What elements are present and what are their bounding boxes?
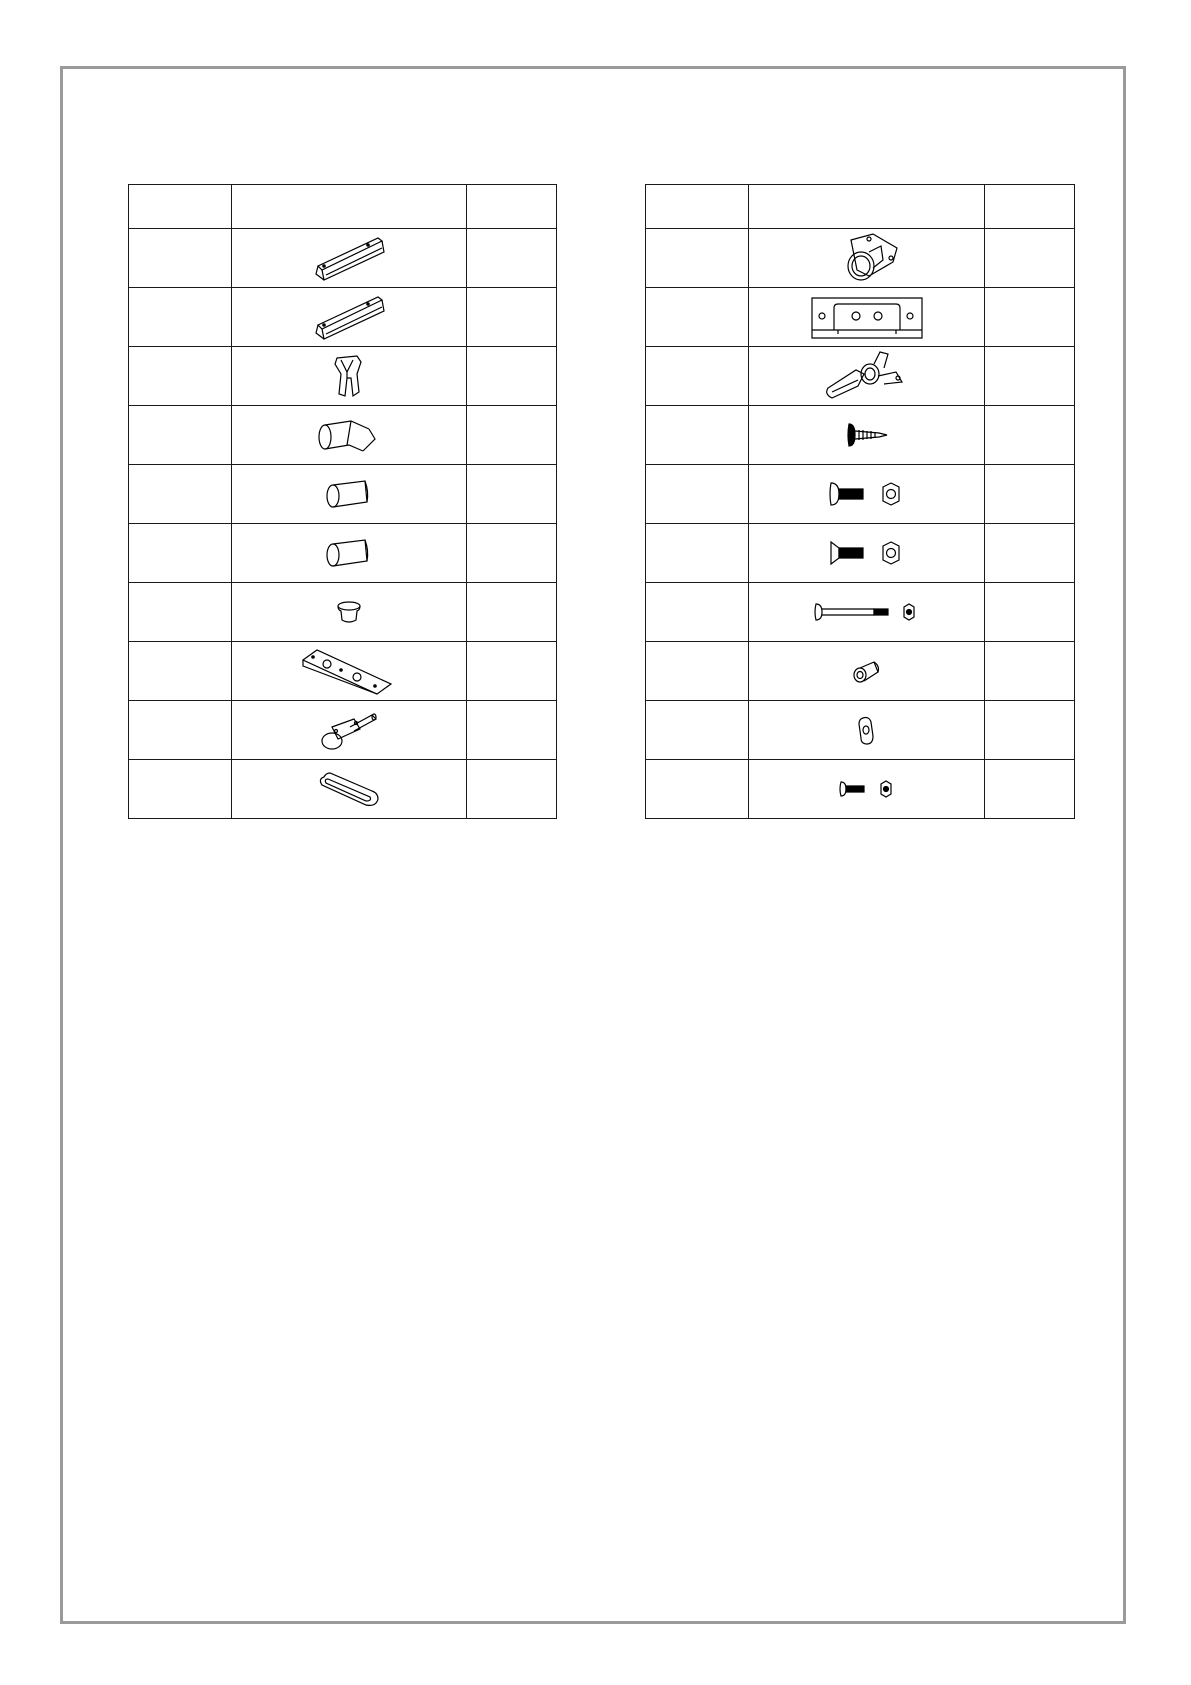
tapping-screw-icon — [845, 420, 889, 450]
clip-bracket-icon — [329, 352, 369, 400]
parts-table-left — [128, 184, 557, 819]
header-cell — [646, 185, 749, 229]
knob-pin-icon — [314, 705, 384, 755]
flange-connector-icon — [829, 232, 905, 284]
table-row — [646, 347, 1075, 406]
table-row — [646, 642, 1075, 701]
washer-icon — [855, 714, 879, 746]
header-cell — [985, 185, 1075, 229]
long-rail-icon — [304, 234, 394, 282]
pipe-sleeve-icon — [321, 474, 377, 514]
table-row — [646, 524, 1075, 583]
table-row — [646, 288, 1075, 347]
angle-bracket-icon — [299, 646, 399, 696]
short-rail-icon — [304, 293, 394, 341]
table-row — [129, 760, 557, 819]
table-row — [129, 288, 557, 347]
long-bolt-nut-icon — [812, 599, 922, 625]
table-row — [129, 229, 557, 288]
table-row — [646, 760, 1075, 819]
table-row — [646, 406, 1075, 465]
header-cell — [467, 185, 557, 229]
end-cap-icon — [334, 597, 364, 627]
oval-ring-icon — [314, 769, 384, 809]
pipe-sleeve-small-icon — [321, 533, 377, 573]
table-row — [129, 347, 557, 406]
wing-lock-icon — [822, 348, 912, 404]
table-row — [129, 465, 557, 524]
table-row — [129, 642, 557, 701]
table-row — [646, 701, 1075, 760]
table-row — [646, 583, 1075, 642]
spacer-sleeve-icon — [850, 656, 884, 686]
header-cell — [232, 185, 467, 229]
table-row — [646, 465, 1075, 524]
parts-table-right — [645, 184, 1075, 819]
table-row — [129, 583, 557, 642]
table-header-row — [646, 185, 1075, 229]
table-row — [646, 229, 1075, 288]
small-bolt-nut-icon — [837, 777, 897, 801]
header-cell — [129, 185, 232, 229]
elbow-pipe-icon — [313, 411, 385, 459]
table-header-row — [129, 185, 557, 229]
table-row — [129, 524, 557, 583]
countersunk-bolt-nut-icon — [827, 538, 907, 568]
hinge-plate-icon — [810, 294, 924, 340]
table-row — [129, 701, 557, 760]
table-row — [129, 406, 557, 465]
header-cell — [749, 185, 985, 229]
truss-bolt-nut-icon — [827, 479, 907, 509]
